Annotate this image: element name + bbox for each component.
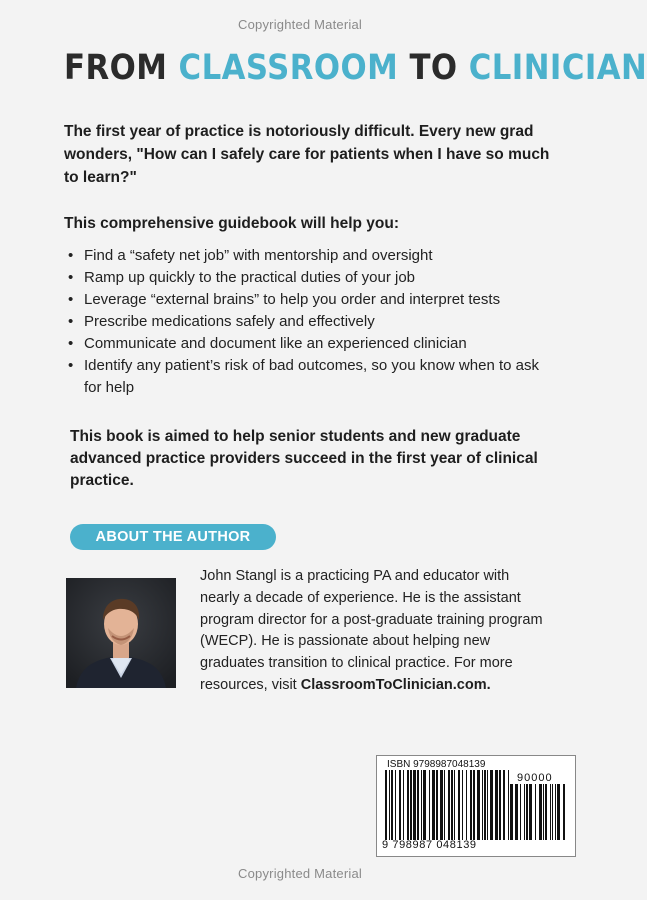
barcode-bar [421, 770, 422, 840]
barcode-bar [391, 770, 393, 840]
barcode-bar [451, 770, 453, 840]
audience-statement: This book is aimed to help senior students and new graduate advanced practice providers succeed in the first year of clinical practice. [70, 428, 538, 489]
barcode-bar [503, 770, 505, 840]
barcode-bar [462, 770, 463, 840]
barcode-bar [524, 784, 525, 840]
barcode-bar [487, 770, 488, 840]
barcode-bar [539, 784, 542, 840]
barcode-bar [510, 784, 513, 840]
isbn-label: ISBN 9798987048139 [387, 759, 486, 770]
title-word-to: TO [409, 48, 458, 88]
barcode-bar [484, 770, 486, 840]
barcode-bar [499, 770, 501, 840]
book-title [64, 48, 647, 88]
barcode-bar [417, 770, 419, 840]
barcode-bar [470, 770, 472, 840]
title-word-clinician: CLINICIAN [468, 48, 647, 88]
barcode-bar [448, 770, 450, 840]
barcode-bar [410, 770, 412, 840]
copyright-watermark-bottom: Copyrighted Material [238, 866, 362, 881]
author-portrait-icon [66, 578, 176, 688]
barcode-bar [520, 784, 521, 840]
barcode-bar [432, 770, 435, 840]
barcode-bar [385, 770, 387, 840]
barcode-bar [557, 784, 560, 840]
barcode-bar [563, 784, 565, 840]
title-word-from: FROM [64, 48, 168, 88]
benefit-item: • Find a “safety net job” with mentorship and oversight [64, 245, 544, 267]
barcode-bar [389, 770, 390, 840]
barcode-bar [466, 770, 467, 840]
barcode-bar [477, 770, 480, 840]
benefit-item: • Communicate and document like an experienced clinician [64, 333, 544, 355]
benefit-item: • Ramp up quickly to the practical duties of your job [64, 267, 544, 289]
barcode-addon-bars [510, 784, 568, 840]
barcode-bar [526, 784, 528, 840]
barcode-bar [403, 770, 404, 840]
barcode-bar [399, 770, 401, 840]
barcode-bar [440, 770, 443, 840]
intro-paragraph: The first year of practice is notoriously difficult. Every new grad wonders, "How can I safely care for patients when I have so much to learn?" [64, 123, 550, 186]
barcode-bar [529, 784, 532, 840]
about-the-author-label: ABOUT THE AUTHOR [70, 524, 276, 550]
author-website-link[interactable]: ClassroomToClinician.com. [300, 676, 491, 693]
barcode-bar [508, 770, 509, 840]
barcode-bar [495, 770, 498, 840]
isbn-barcode [376, 755, 576, 857]
barcode-bar [482, 770, 483, 840]
author-photo [66, 578, 176, 688]
barcode-bar [454, 770, 455, 840]
benefit-item: • Prescribe medications safely and effectively [64, 311, 544, 333]
barcode-bar [407, 770, 409, 840]
title-word-classroom: CLASSROOM [178, 48, 399, 88]
barcode-bar [429, 770, 430, 840]
barcode-bar [552, 784, 553, 840]
barcode-bar [436, 770, 438, 840]
barcode-digits: 9 798987 048139 [382, 839, 477, 851]
author-bio-text: John Stangl is a practicing PA and educator with nearly a decade of experience. He is the assistant program director for a post-graduate training program (WECP). He is passionate about helping new graduates transition to clinical practice. For more resources, visit [200, 568, 543, 693]
barcode-bar [543, 784, 544, 840]
barcode-bar [535, 784, 536, 840]
copyright-watermark-top: Copyrighted Material [238, 17, 362, 32]
barcode-addon-number: 90000 [517, 772, 553, 784]
author-bio [200, 566, 550, 697]
barcode-bar [490, 770, 493, 840]
barcode-main-bars [385, 770, 509, 840]
barcode-bar [473, 770, 475, 840]
barcode-bar [550, 784, 551, 840]
benefit-item: • Identify any patient’s risk of bad outcomes, so you know when to ask for help [64, 355, 544, 399]
benefit-item: • Leverage “external brains” to help you order and interpret tests [64, 289, 544, 311]
benefits-list [64, 245, 544, 399]
barcode-bar [395, 770, 396, 840]
barcode-bar [555, 784, 556, 840]
barcode-bar [444, 770, 445, 840]
barcode-bar [413, 770, 416, 840]
guidebook-heading: This comprehensive guidebook will help you: [64, 215, 400, 232]
barcode-bar [545, 784, 547, 840]
barcode-bar [458, 770, 460, 840]
barcode-bar [423, 770, 426, 840]
barcode-bar [515, 784, 518, 840]
